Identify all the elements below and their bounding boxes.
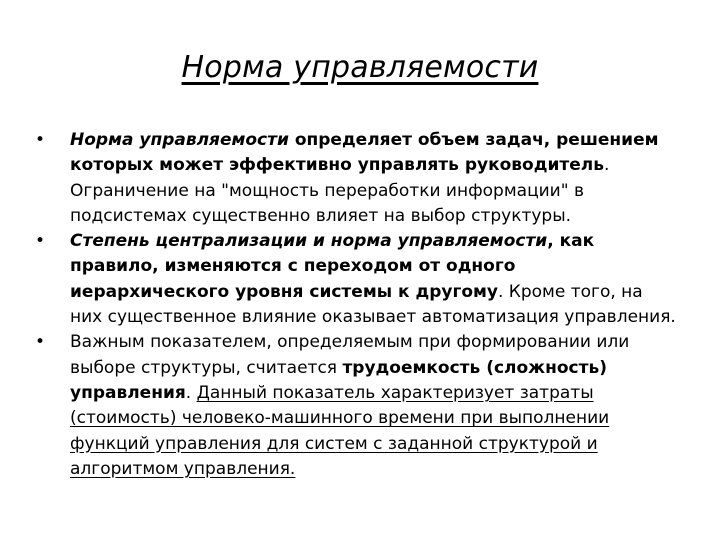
underlined-text: Данный показатель характеризует затраты (стоимость) человеко-машинного времени при выполнении функций управления для систем с заданной структурой и алгоритмом управления. (70, 382, 610, 479)
bullet-item-norm (30, 128, 680, 229)
bullet-list (30, 128, 680, 482)
term-complexity: трудоемкость (сложность) управления (70, 357, 607, 403)
bullet-item-complexity (30, 330, 680, 482)
bullet-marker-icon: • (35, 231, 46, 252)
term-centralization: Степень централизации и норма управляемости (70, 231, 548, 252)
bold-text: определяет объем задач, решением которых может эффективно управлять руководитель (70, 130, 659, 176)
bullet-item-centralization (30, 229, 680, 330)
bullet-marker-icon: • (35, 130, 46, 150)
body-text: . (185, 382, 197, 403)
bullet-marker-icon: • (35, 332, 46, 353)
bold-text: , как правило, изменяются с переходом от одного иерархического уровня системы к другому (70, 231, 595, 302)
body-text: . Кроме того, на них существенное влияние оказывает автоматизация управления. (70, 281, 676, 328)
term-norm: Норма управляемости (70, 130, 289, 150)
slide-title: Норма управляемости (181, 50, 539, 85)
body-text: . Ограничение на "мощность переработки информации" в подсистемах существенно влияет на выбор структуры. (70, 155, 610, 226)
body-text: Важным показателем, определяемым при формировании или выборе структуры, считается (70, 332, 630, 378)
